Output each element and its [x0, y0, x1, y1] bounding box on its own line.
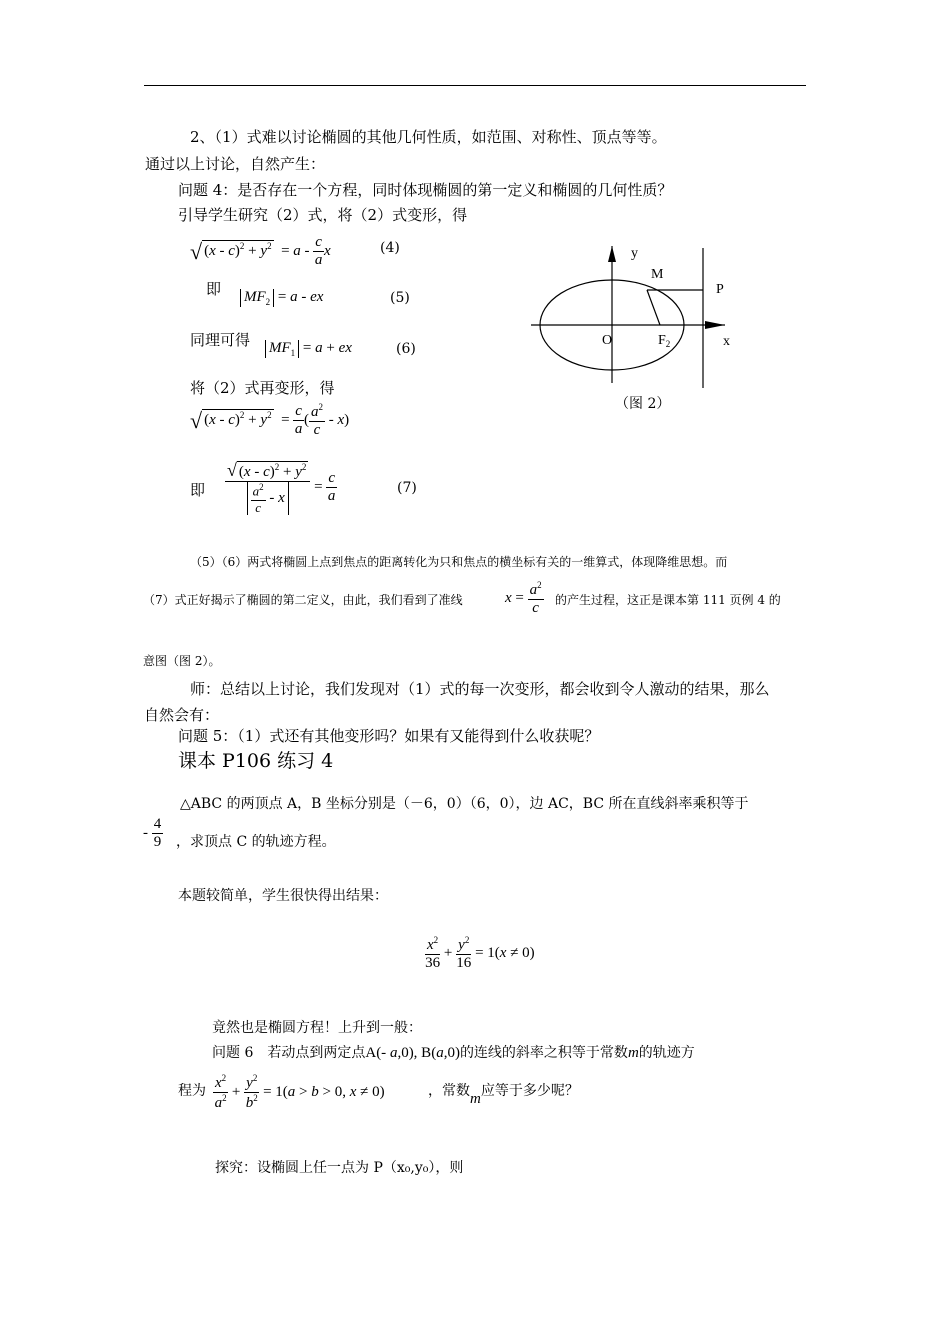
- triangle-problem-2: ，求顶点 C 的轨迹方程。: [176, 834, 336, 850]
- simple-result-text: 本题较简单，学生很快得出结果：: [178, 888, 388, 904]
- question-6-line-2: 程为: [178, 1083, 206, 1099]
- question-4: 问题 4：是否存在一个方程，同时体现椭圆的第一定义和椭圆的几何性质？: [178, 181, 673, 199]
- equation-4-number: (4): [380, 240, 400, 256]
- equation-4: √ $(x - c)^2 + y^2 = a$ - $\frac{c}{a}$ x: [190, 234, 331, 269]
- label-P: P: [716, 282, 724, 297]
- guide-text: 引导学生研究（2）式，将（2）式变形，得: [178, 206, 468, 224]
- label-x: x: [723, 334, 730, 349]
- question-6-line-2b: ，常数m应等于多少呢？: [428, 1083, 579, 1107]
- label-y: y: [631, 246, 638, 261]
- general-ellipse-equation: $\frac{x^2}{a^2}$ + $\frac{y^2}{b^2}$ = 1(a > b > 0, x ≠ 0): [214, 1073, 385, 1112]
- question-5: 问题 5：（1）式还有其他变形吗？如果有又能得到什么收获呢？: [178, 727, 600, 745]
- note-line-1: （5）（6）两式将椭圆上点到焦点的距离转化为只和焦点的横坐标有关的一维算式，体现降维思想。而: [190, 555, 728, 569]
- explore-text: 探究：设椭圆上任一点为 P（x₀,y₀），则: [215, 1160, 464, 1176]
- paragraph-2: 通过以上讨论，自然产生：: [145, 155, 326, 173]
- again-text: 将（2）式再变形，得: [190, 379, 335, 397]
- surprise-text: 竟然也是椭圆方程！上升到一般：: [212, 1020, 422, 1036]
- equation-7-number: (7): [397, 480, 417, 496]
- teacher-summary: 师：总结以上讨论，我们发现对（1）式的每一次变形，都会收到令人激动的结果，那么: [190, 680, 770, 698]
- ji-label-2: 即: [190, 481, 206, 499]
- paragraph-1: 2、（1）式难以讨论椭圆的其他几何性质，如范围、对称性、顶点等等。: [190, 128, 667, 146]
- equation-7: √ $(x - c)^2 + y^2$ $\frac{a^2}{c}$ - x = $\frac{c}{a}$: [227, 460, 336, 515]
- slope-product-fraction: - $\frac{4}{9}$: [143, 816, 162, 851]
- label-O: O: [602, 333, 613, 348]
- question-6: 问题 6 若动点到两定点A(- a,0), B(a,0)的连线的斜率之积等于常数m的轨迹方: [212, 1045, 695, 1061]
- equation-5-number: (5): [390, 290, 410, 306]
- equation-5: $MF_2 = a$ - ex: [240, 289, 323, 307]
- ji-label-1: 即: [206, 280, 222, 298]
- directrix-equation: x = $\frac{a^2}{c}$: [505, 580, 542, 617]
- teacher-summary-2: 自然会有：: [144, 706, 220, 724]
- note-line-3: 意图（图 2）。: [143, 654, 221, 668]
- result-equation: $\frac{x^2}{36}$ + $\frac{y^2}{16}$ = 1(x ≠ 0): [425, 935, 535, 972]
- figure-2: [525, 238, 750, 418]
- label-F2: $F_2$: [658, 333, 671, 349]
- segment-MF2: [647, 290, 660, 325]
- textbook-heading: 课本 P106 练习 4: [178, 750, 334, 772]
- label-M: M: [651, 267, 664, 282]
- note-line-2a: （7）式正好揭示了椭圆的第二定义，由此，我们看到了准线: [143, 593, 463, 607]
- x-axis-arrow-icon: [705, 321, 725, 329]
- equation-7a: √ $(x - c)^2 + y^2$ = $\frac{c}{a}$ ( $\frac{a^2}{c}$ - x): [190, 402, 350, 439]
- y-axis-arrow-icon: [608, 246, 616, 262]
- tongli-label: 同理可得: [190, 331, 251, 349]
- top-rule: [144, 85, 806, 86]
- triangle-problem-1: △ABC 的两顶点 A，B 坐标分别是（－6，0）（6，0），边 AC，BC 所在直线斜率乘积等于: [180, 796, 749, 812]
- equation-6: $MF_1 = a$ + ex: [265, 340, 352, 358]
- figure-caption: （图 2）: [615, 396, 671, 412]
- note-line-2b: 的产生过程，这正是课本第 111 页例 4 的: [555, 593, 781, 607]
- equation-6-number: (6): [396, 341, 416, 357]
